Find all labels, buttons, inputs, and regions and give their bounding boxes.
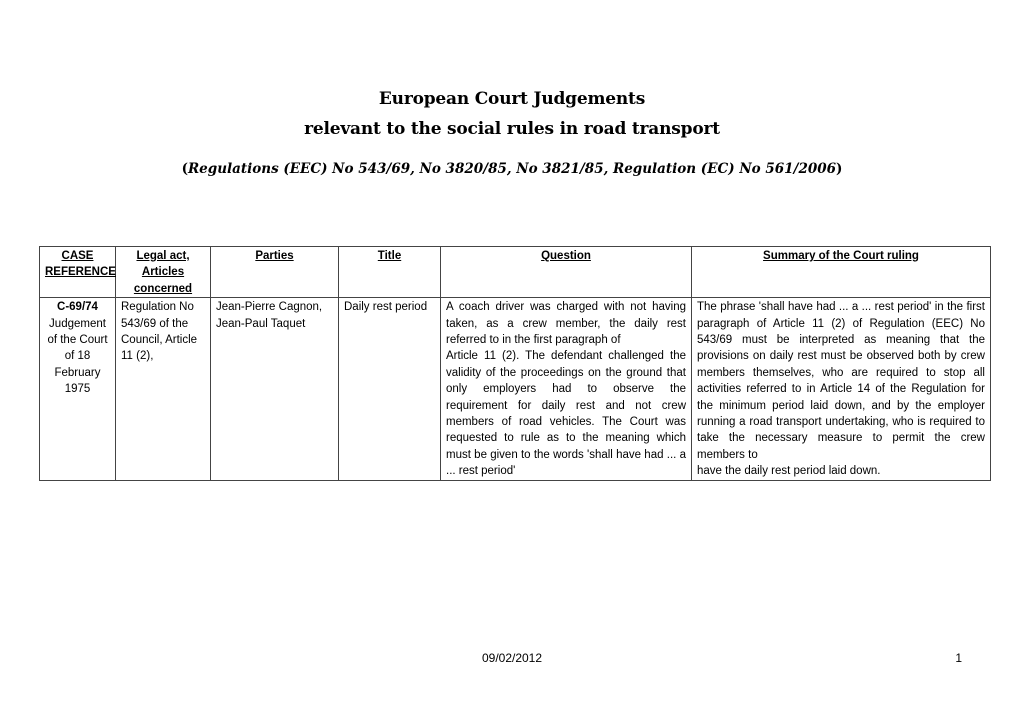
regulations-subtitle (0, 161, 1024, 177)
court-judgements-table (39, 246, 991, 481)
document-title-line2: relevant to the social rules in road transport (304, 119, 720, 139)
subtitle-text: Regulations (EEC) No 543/69, No 3820/85, No 3821/85, Regulation (EC) No 561/2006 (187, 161, 837, 177)
cell-legal-act: Regulation No 543/69 of the Council, Article 11 (2), (116, 298, 211, 480)
header-title: Title (339, 247, 441, 298)
page-number: 1 (955, 651, 962, 665)
header-summary: Summary of the Court ruling (692, 247, 991, 298)
header-legal-act: Legal act, Articles concerned (116, 247, 211, 298)
header-parties: Parties (211, 247, 339, 298)
subtitle-open-paren: ( (181, 161, 188, 177)
header-question: Question (441, 247, 692, 298)
table-header-row (40, 247, 991, 298)
header-case-reference: CASE REFERENCE (40, 247, 116, 298)
cell-parties: Jean-Pierre Cagnon, Jean-Paul Taquet (211, 298, 339, 480)
footer-date: 09/02/2012 (481, 651, 543, 665)
document-title: European Court Judgements (378, 89, 646, 109)
cell-question: A coach driver was charged with not having taken, as a crew member, the daily rest referred to in the first paragraph of Article 11 (2). The defendant challenged the validity of the proceedings on the ground that only employers had to observe the requirement for daily rest and not crew members of road vehicles. The Court was requested to rule as to the meaning which must be given to the words 'shall have had ... a ... rest period' (441, 298, 692, 480)
case-id: C-69/74 (57, 301, 98, 314)
subtitle-close-paren: ) (836, 161, 843, 177)
cell-case-reference (40, 298, 116, 480)
table-row (40, 298, 991, 480)
cell-title: Daily rest period (339, 298, 441, 480)
cell-summary: The phrase 'shall have had ... a ... rest period' in the first paragraph of Article 11 (2) of Regulation (EEC) No 543/69 must be interpreted as meaning that the provisions on daily rest must be observed both by crew members themselves, who are required to stop all activities referred to in Article 14 of the Regulation for the minimum period laid down, and by the employer running a road transport undertaking, who is required to take the necessary measure to permit the crew members to have the daily rest period laid down. (692, 298, 991, 480)
case-date: Judgement of the Court of 18 February 1975 (47, 317, 108, 396)
